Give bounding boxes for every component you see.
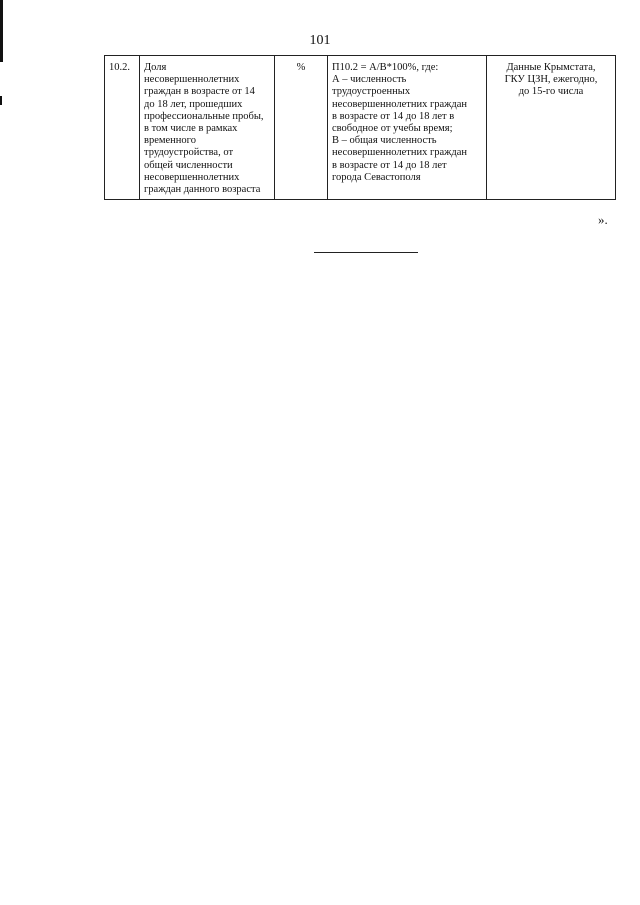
source-line: Данные Крымстата, xyxy=(506,62,596,73)
formula-line: трудоустроенных xyxy=(332,86,411,98)
indicator-name-line: в том числе в рамках xyxy=(144,123,238,135)
data-source-cell xyxy=(487,56,616,200)
indicator-name-line: до 18 лет, прошедших xyxy=(144,98,243,110)
formula-line: несовершеннолетних граждан xyxy=(332,98,468,110)
formula-cell xyxy=(328,56,487,200)
indicator-name-line: трудоустройства, от xyxy=(144,147,234,159)
formula-line: в возрасте от 14 до 18 лет xyxy=(332,159,447,171)
indicator-name-line: Доля xyxy=(144,62,167,73)
indicator-name-line: общей численности xyxy=(144,159,233,171)
formula-line: несовершеннолетних граждан xyxy=(332,147,468,159)
formula-line: П10.2 = А/В*100%, где: xyxy=(332,62,439,73)
scan-edge-tick xyxy=(0,96,2,105)
source-line: ГКУ ЦЗН, ежегодно, xyxy=(504,74,598,86)
source-line: до 15-го числа xyxy=(518,86,584,98)
end-of-document-line xyxy=(314,252,418,253)
indicator-name-line: временного xyxy=(144,135,196,147)
indicator-name-line: профессиональные пробы, xyxy=(144,110,264,122)
scan-edge-mark xyxy=(0,0,3,62)
formula-line: города Севастополя xyxy=(332,171,421,183)
indicator-name-cell xyxy=(140,56,275,200)
formula-line: в возрасте от 14 до 18 лет в xyxy=(332,110,455,122)
formula-line: свободное от учебы время; xyxy=(332,123,453,135)
indicator-name-line: несовершеннолетних xyxy=(144,171,240,183)
indicator-name-line: граждан данного возраста xyxy=(144,184,261,196)
indicator-name-line: граждан в возрасте от 14 xyxy=(144,86,255,98)
closing-quote-mark: ». xyxy=(598,212,608,227)
indicator-table xyxy=(104,55,616,200)
indicator-number-cell: 10.2. xyxy=(105,56,140,200)
indicator-name-line: несовершеннолетних xyxy=(144,74,240,86)
formula-line: В – общая численность xyxy=(332,135,437,147)
formula-line: А – численность xyxy=(332,74,407,86)
page-number: 101 xyxy=(309,33,331,48)
table-row xyxy=(105,56,616,200)
unit-cell: % xyxy=(275,56,328,200)
